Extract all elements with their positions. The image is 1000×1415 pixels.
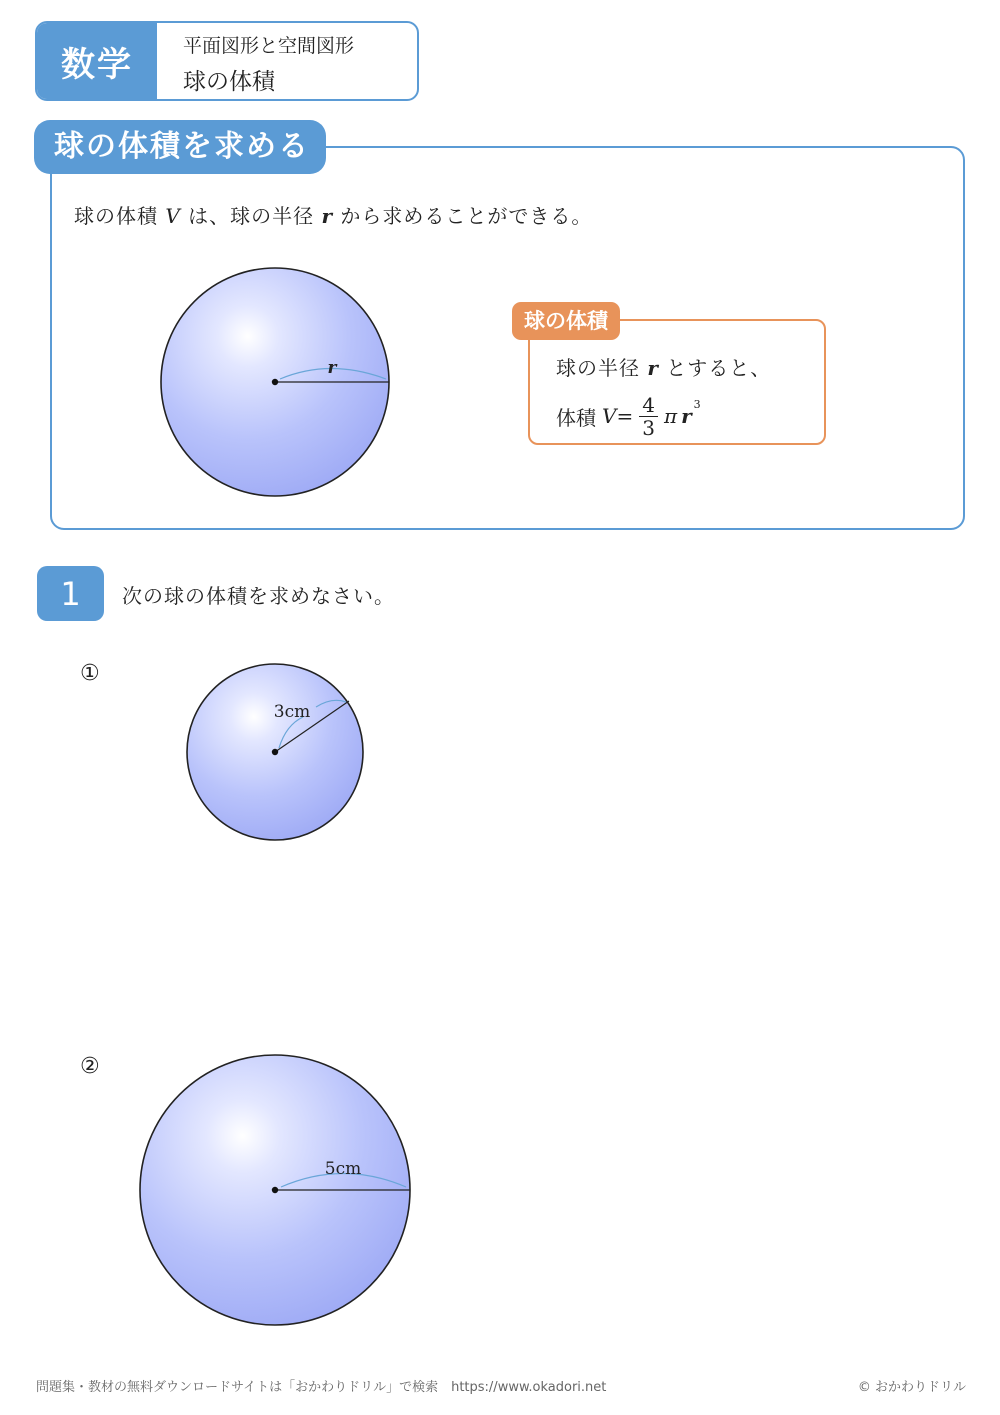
footer-site-note: 問題集・教材の無料ダウンロードサイトは「おかわりドリル」で検索 https://www.okadori.net bbox=[36, 1380, 607, 1395]
var-r: r bbox=[321, 204, 334, 228]
intro-part: から求めることができる。 bbox=[333, 204, 593, 228]
fraction-denominator: 3 bbox=[642, 415, 655, 440]
unit-title: 平面図形と空間図形 bbox=[183, 35, 355, 57]
footer-copyright: © おかわりドリル bbox=[857, 1380, 966, 1395]
formula-equals: = bbox=[616, 404, 634, 428]
formula-tab: 球の体積 bbox=[512, 302, 620, 340]
radius-label: r bbox=[327, 358, 337, 378]
lesson-title: 球の体積 bbox=[183, 69, 275, 95]
formula-lhs: V bbox=[602, 404, 617, 428]
fraction-numerator: 4 bbox=[639, 394, 658, 417]
formula-r: r bbox=[681, 404, 692, 428]
question-text: 次の球の体積を求めなさい。 bbox=[122, 584, 395, 608]
intro-part: は、球の半径 bbox=[180, 204, 322, 228]
center-dot bbox=[272, 379, 278, 385]
item-number-2: ② bbox=[80, 1054, 100, 1079]
question-number-badge: 1 bbox=[37, 566, 104, 621]
center-dot bbox=[272, 749, 278, 755]
subject-badge: 数学 bbox=[37, 23, 157, 99]
center-dot bbox=[272, 1187, 278, 1193]
sphere-diagram-2 bbox=[140, 1055, 410, 1325]
formula-text: とすると、 bbox=[658, 356, 772, 380]
var-v: V bbox=[165, 204, 181, 228]
formula-var-r: r bbox=[647, 356, 659, 380]
intro-part: 球の体積 bbox=[74, 204, 166, 228]
formula-text: 球の半径 bbox=[556, 356, 648, 380]
sphere-diagram-example bbox=[161, 268, 389, 496]
item-number-1: ① bbox=[80, 661, 100, 686]
formula-volume-label: 体積 bbox=[556, 405, 596, 430]
section-title: 球の体積を求める bbox=[34, 120, 326, 174]
formula-pi: π bbox=[663, 404, 678, 428]
sphere-diagram-1 bbox=[187, 664, 363, 840]
radius-label-1: 3cm bbox=[273, 702, 311, 722]
formula-exponent: 3 bbox=[693, 398, 701, 411]
radius-label-2: 5cm bbox=[324, 1159, 362, 1179]
